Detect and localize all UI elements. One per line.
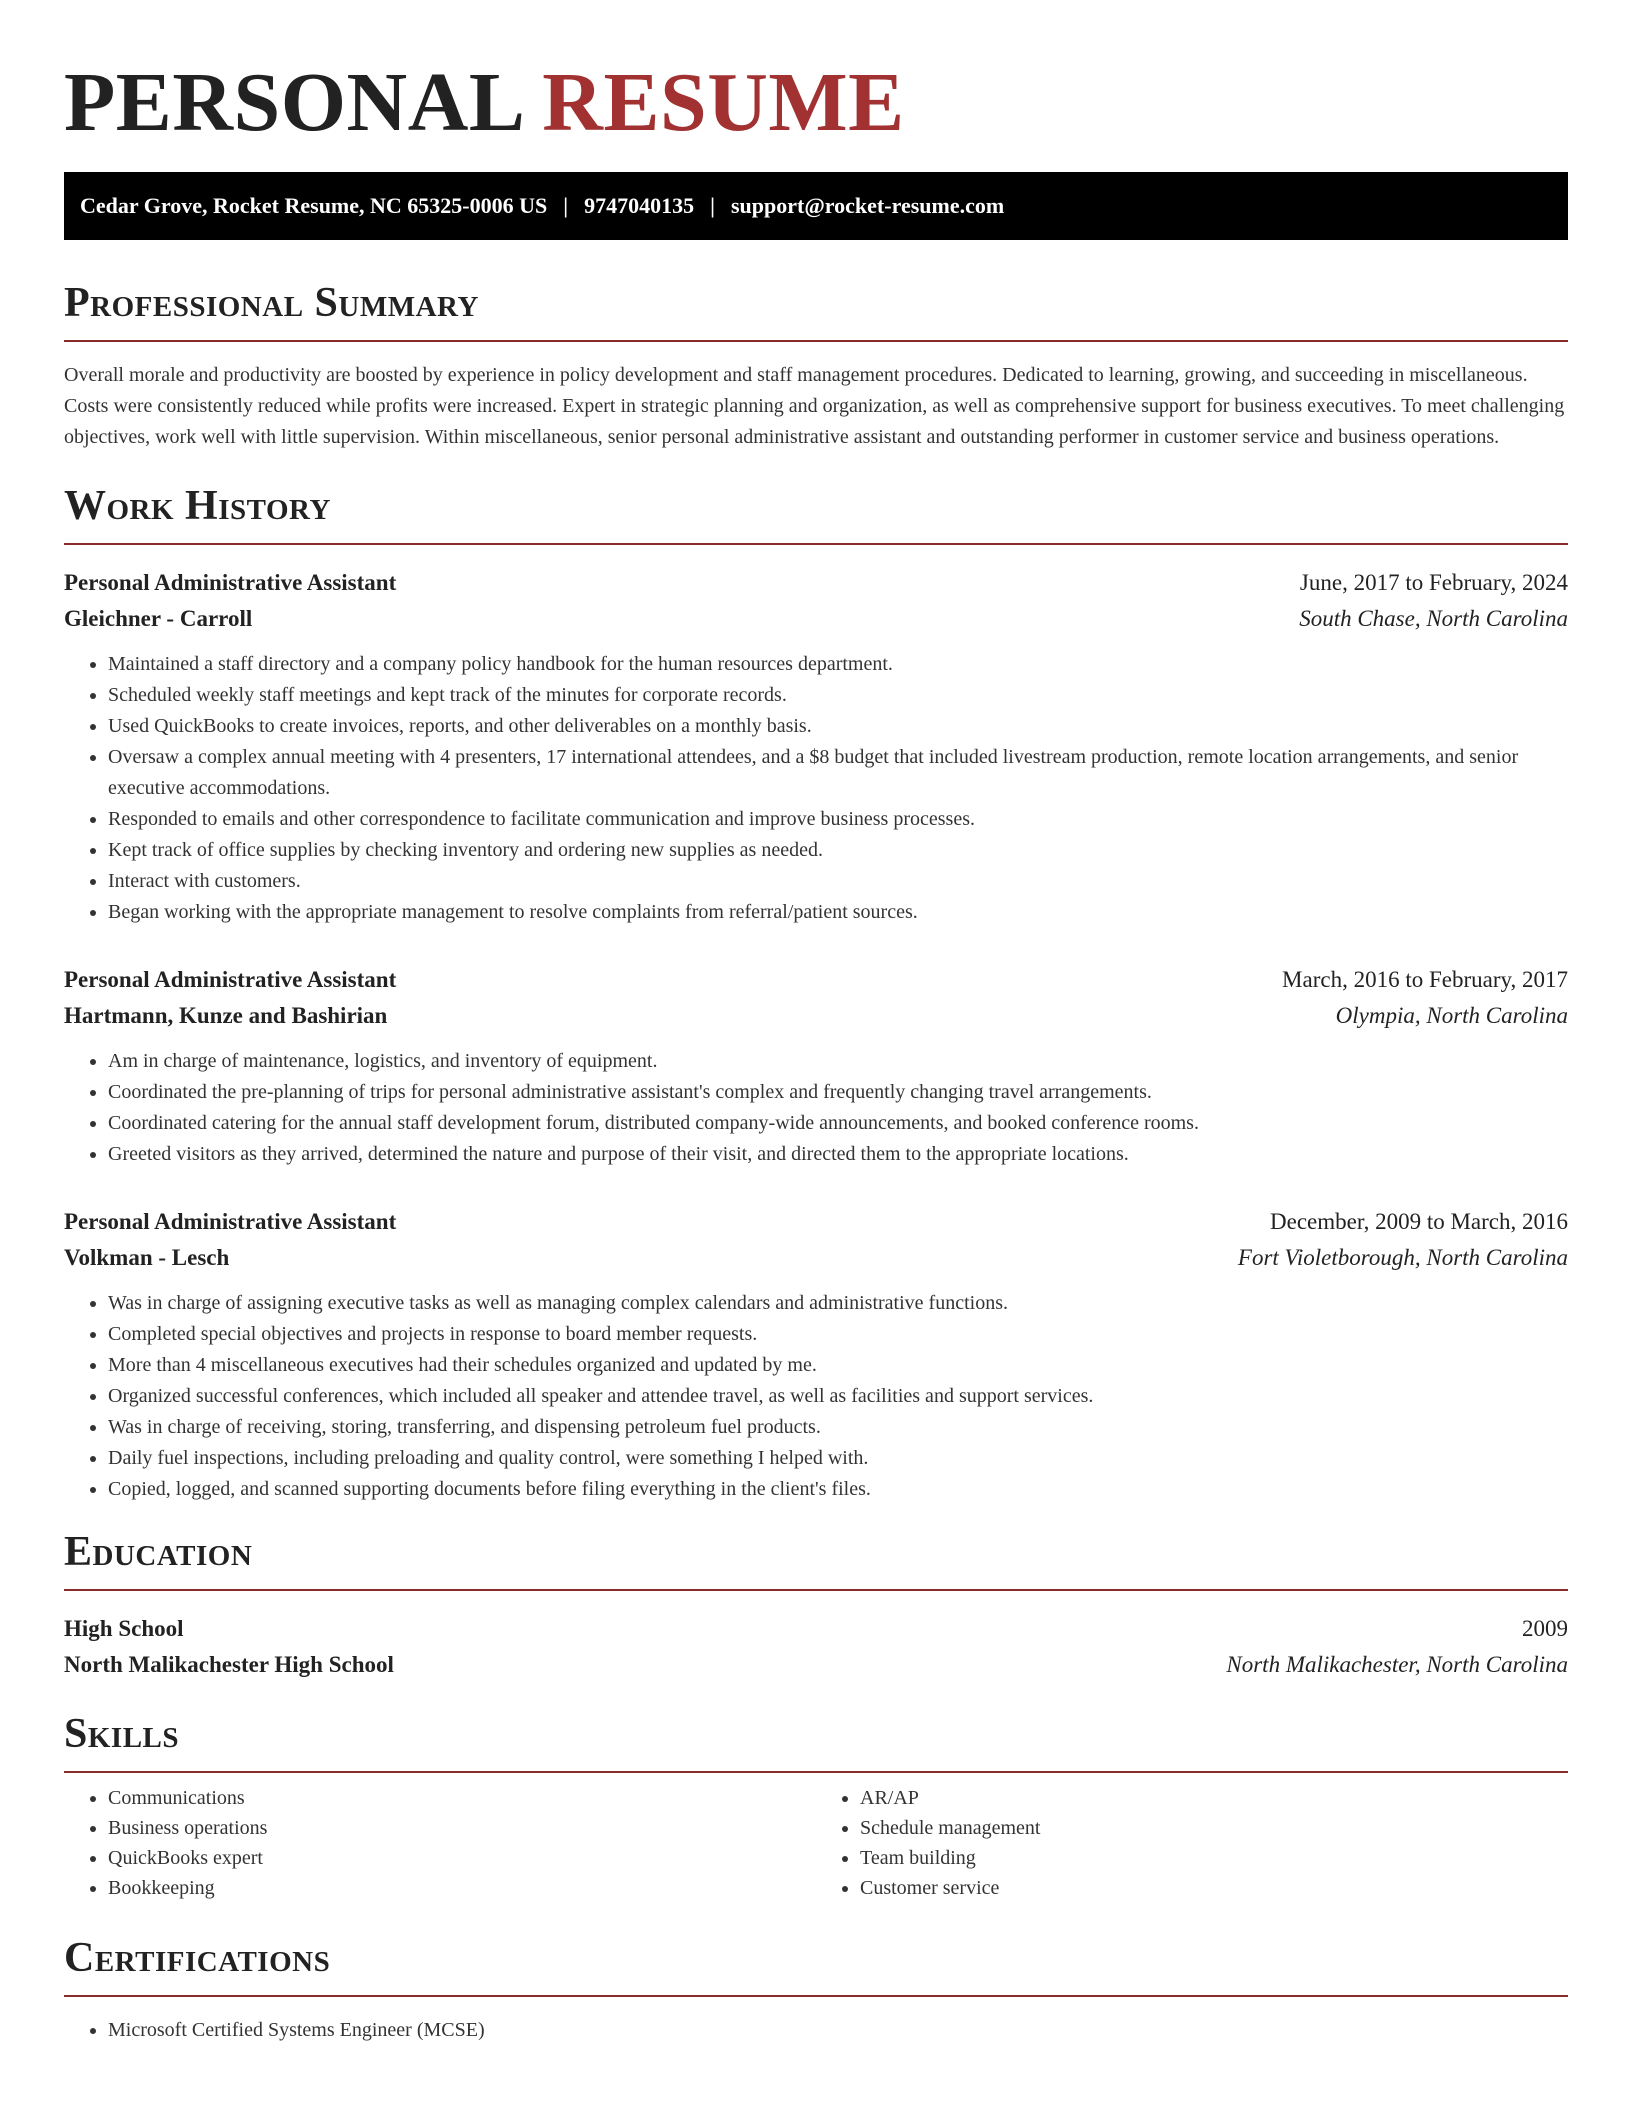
title-part-resume: RESUME <box>542 56 905 149</box>
work-history-heading: Work History <box>64 481 1568 545</box>
job-title: Personal Administrative Assistant <box>64 570 397 595</box>
list-item: • Kept track of office supplies by checking inventory and ordering new supplies as needed. <box>108 835 1568 866</box>
education-location: North Malikachester, North Carolina <box>1226 1652 1568 1677</box>
job-company: Volkman - Lesch <box>64 1245 230 1270</box>
list-item: • Interact with customers. <box>108 866 1568 897</box>
job-entry <box>64 565 1568 928</box>
skills-grid <box>64 1783 1568 1903</box>
job-company: Gleichner - Carroll <box>64 606 253 631</box>
job-title: Personal Administrative Assistant <box>64 1209 397 1234</box>
list-item: • More than 4 miscellaneous executives had their schedules organized and updated by me. <box>108 1350 1568 1381</box>
skills-heading: Skills <box>64 1709 1568 1773</box>
list-item: • Schedule management <box>860 1813 1568 1843</box>
job-location: South Chase, North Carolina <box>1299 606 1568 631</box>
contact-phone: 9747040135 <box>584 193 695 218</box>
certifications-section <box>64 1933 1568 2046</box>
education-degree: High School <box>64 1616 184 1641</box>
job-dates: March, 2016 to February, 2017 <box>1282 967 1568 992</box>
contact-bar <box>64 172 1568 240</box>
job-bullets <box>64 1288 1568 1505</box>
contact-email: support@rocket-resume.com <box>730 193 1005 218</box>
job-dates: December, 2009 to March, 2016 <box>1270 1209 1568 1234</box>
list-item: • Oversaw a complex annual meeting with 4 presenters, 17 international attendees, and a $8 budget that included livestream production, remote location arrangements, and senior executive accommodations. <box>108 742 1568 804</box>
skills-section <box>64 1709 1568 1903</box>
list-item: • Coordinated the pre-planning of trips for personal administrative assistant's complex and frequently changing travel arrangements. <box>108 1077 1568 1108</box>
list-item: • Bookkeeping <box>108 1873 816 1903</box>
list-item: • Responded to emails and other correspondence to facilitate communication and improve business processes. <box>108 804 1568 835</box>
education-entry <box>64 1611 1568 1683</box>
list-item: • Am in charge of maintenance, logistics, and inventory of equipment. <box>108 1046 1568 1077</box>
list-item: • Microsoft Certified Systems Engineer (MCSE) <box>108 2015 1568 2046</box>
contact-separator: | <box>710 193 715 218</box>
skills-list-right <box>816 1783 1568 1903</box>
list-item: • Business operations <box>108 1813 816 1843</box>
job-bullets <box>64 1046 1568 1170</box>
job-entry <box>64 1204 1568 1505</box>
list-item: • Maintained a staff directory and a company policy handbook for the human resources department. <box>108 649 1568 680</box>
list-item: • QuickBooks expert <box>108 1843 816 1873</box>
list-item: • Began working with the appropriate management to resolve complaints from referral/patient sources. <box>108 897 1568 928</box>
list-item: • Scheduled weekly staff meetings and kept track of the minutes for corporate records. <box>108 680 1568 711</box>
list-item: • Organized successful conferences, which included all speaker and attendee travel, as well as facilities and support services. <box>108 1381 1568 1412</box>
job-title: Personal Administrative Assistant <box>64 967 397 992</box>
job-company-row <box>64 998 1568 1034</box>
contact-separator: | <box>563 193 569 218</box>
job-location: Olympia, North Carolina <box>1335 1003 1568 1028</box>
summary-heading: Professional Summary <box>64 278 1568 342</box>
list-item: • Coordinated catering for the annual staff development forum, distributed company-wide announcements, and booked conference rooms. <box>108 1108 1568 1139</box>
job-location: Fort Violetborough, North Carolina <box>1237 1245 1568 1270</box>
list-item: • Used QuickBooks to create invoices, reports, and other deliverables on a monthly basis. <box>108 711 1568 742</box>
certifications-heading: Certifications <box>64 1933 1568 1997</box>
education-school-row <box>64 1647 1568 1683</box>
list-item: • Communications <box>108 1783 816 1813</box>
list-item: • Was in charge of assigning executive tasks as well as managing complex calendars and administrative functions. <box>108 1288 1568 1319</box>
job-title-row <box>64 962 1568 998</box>
job-company-row <box>64 601 1568 637</box>
education-section <box>64 1527 1568 1683</box>
job-dates: June, 2017 to February, 2024 <box>1299 570 1568 595</box>
job-entry <box>64 962 1568 1170</box>
list-item: • Daily fuel inspections, including preloading and quality control, were something I helped with. <box>108 1443 1568 1474</box>
certifications-list <box>64 2015 1568 2046</box>
summary-section <box>64 278 1568 453</box>
resume-title <box>64 0 1568 148</box>
education-school: North Malikachester High School <box>64 1652 394 1677</box>
list-item: • Customer service <box>860 1873 1568 1903</box>
list-item: • Was in charge of receiving, storing, transferring, and dispensing petroleum fuel products. <box>108 1412 1568 1443</box>
work-history-section <box>64 481 1568 1505</box>
job-company-row <box>64 1240 1568 1276</box>
job-bullets <box>64 649 1568 928</box>
education-degree-row <box>64 1611 1568 1647</box>
job-company: Hartmann, Kunze and Bashirian <box>64 1003 388 1028</box>
contact-address: Cedar Grove, Rocket Resume, NC 65325-0006 US <box>80 193 548 218</box>
summary-text: Overall morale and productivity are boosted by experience in policy development and staff management procedures. Dedicated to learning, growing, and succeeding in miscellaneous. Costs were consistently reduced while profits were increased. Expert in strategic planning and organization, as well as comprehensive support for business executives. To meet challenging objectives, work well with little supervision. Within miscellaneous, senior personal administrative assistant and outstanding performer in customer service and business operations. <box>64 364 1565 448</box>
list-item: • Completed special objectives and projects in response to board member requests. <box>108 1319 1568 1350</box>
job-title-row <box>64 565 1568 601</box>
skills-list-left <box>64 1783 816 1903</box>
list-item: • AR/AP <box>860 1783 1568 1813</box>
job-title-row <box>64 1204 1568 1240</box>
list-item: • Copied, logged, and scanned supporting documents before filing everything in the client's files. <box>108 1474 1568 1505</box>
education-heading: Education <box>64 1527 1568 1591</box>
list-item: • Team building <box>860 1843 1568 1873</box>
list-item: • Greeted visitors as they arrived, determined the nature and purpose of their visit, and directed them to the appropriate locations. <box>108 1139 1568 1170</box>
title-part-personal: PERSONAL <box>64 56 521 149</box>
education-year: 2009 <box>1522 1616 1568 1641</box>
